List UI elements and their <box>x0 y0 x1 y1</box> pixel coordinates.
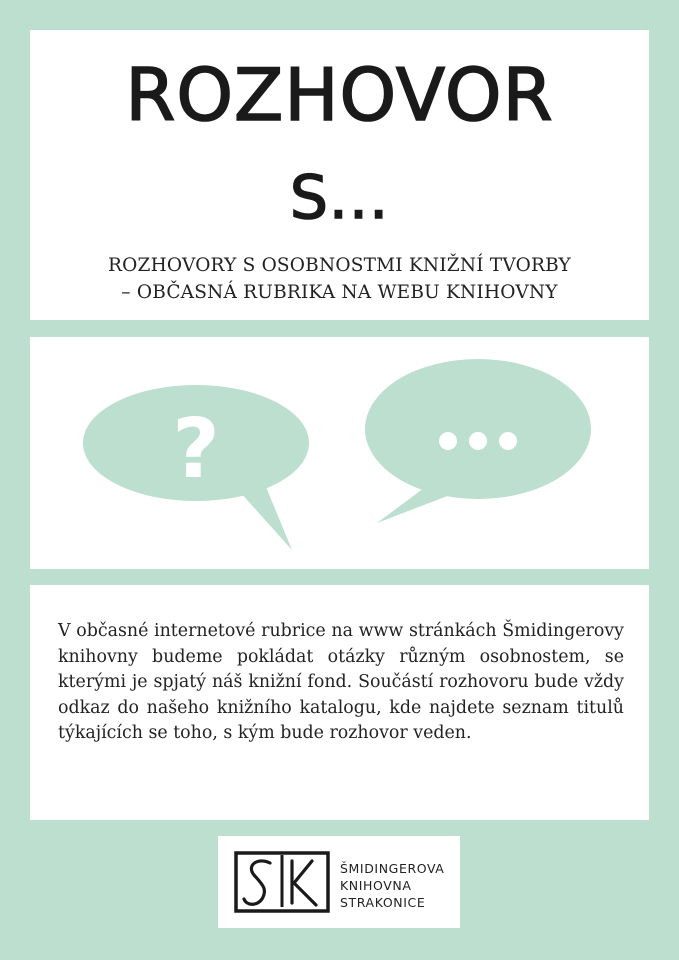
title-panel <box>30 30 649 320</box>
description-text: V občasné internetové rubrice na www stránkách Šmidingerovy knihovny budeme pokládat otázky různým osobnostem, se kterými je spjatý náš knižní fond. Součástí rozhovoru bude vždy odkaz do našeho knižního katalogu, kde najdete seznam titulů týkajících se toho, s kým bude rozhovor veden. <box>58 621 624 743</box>
ellipsis-dot <box>469 432 487 450</box>
subtitle-line-2: – OBČASNÁ RUBRIKA NA WEBU KNIHOVNY <box>121 282 558 303</box>
logo-text-smidingerova: ŠMIDINGEROVA <box>340 861 445 876</box>
logo-text-knihovna: KNIHOVNA <box>340 878 412 893</box>
sk-logo-icon <box>234 851 330 913</box>
ellipsis-dot <box>439 432 457 450</box>
library-logo-panel <box>218 836 460 928</box>
title-s: S... <box>289 163 390 233</box>
ellipsis-speech-bubble-icon <box>365 359 591 523</box>
question-mark: ? <box>172 402 220 497</box>
logo-text-strakonice: STRAKONICE <box>340 895 426 910</box>
speech-bubbles-panel <box>30 337 649 569</box>
ellipsis-dot <box>499 432 517 450</box>
subtitle-line-1: ROZHOVORY S OSOBNOSTMI KNIŽNÍ TVORBY <box>108 255 571 276</box>
speech-bubbles-illustration <box>30 337 649 569</box>
title-rozhovor: ROZHOVOR <box>125 53 554 137</box>
description-panel <box>30 585 649 820</box>
question-speech-bubble-icon <box>83 385 309 550</box>
